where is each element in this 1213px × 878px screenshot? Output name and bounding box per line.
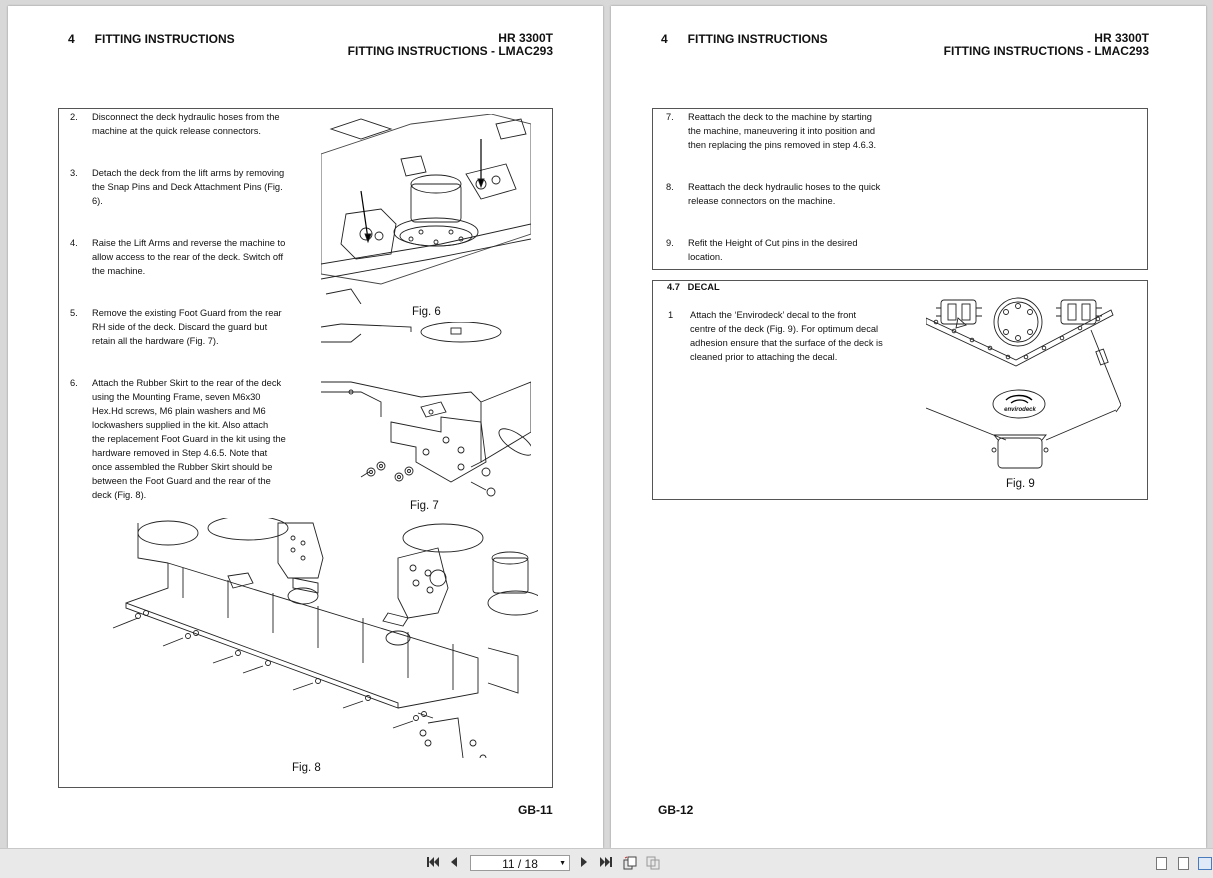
step-line: then replacing the pins removed in step 4.6.3. <box>688 140 877 150</box>
step-line: Refit the Height of Cut pins in the desired <box>688 238 858 248</box>
step-line: Attach the Rubber Skirt to the rear of the deck <box>92 378 282 388</box>
next-page-icon[interactable] <box>580 856 588 871</box>
page-indicator-text: 11 / 18 <box>502 857 538 871</box>
fig9-drawing <box>926 290 1121 480</box>
fig6-drawing <box>321 114 531 304</box>
step-line: Detach the deck from the lift arms by removing <box>92 168 285 178</box>
model-name: HR 3300T <box>1094 31 1149 45</box>
step-line: Reattach the deck hydraulic hoses to the quick <box>688 182 881 192</box>
fig9-caption: Fig. 9 <box>1006 478 1035 490</box>
page-number: GB-12 <box>658 803 694 817</box>
step-line: centre of the deck (Fig. 9). For optimum decal <box>690 324 879 334</box>
fit-page-icon[interactable] <box>646 856 660 873</box>
fig7-caption: Fig. 7 <box>410 500 439 512</box>
page-indicator[interactable] <box>470 855 570 871</box>
fig8-drawing <box>98 518 538 758</box>
step-line: the replacement Foot Guard in the kit using the <box>92 434 286 444</box>
step-line: cleaned prior to attaching the decal. <box>690 352 838 362</box>
chevron-down-icon: ▼ <box>559 860 566 867</box>
step-line: lockwashers supplied in the kit. Also attach <box>92 420 269 430</box>
last-page-icon[interactable] <box>600 856 612 871</box>
step-line: Attach the ‘Envirodeck’ decal to the front <box>690 310 857 320</box>
document-title: FITTING INSTRUCTIONS - LMAC293 <box>943 44 1149 58</box>
step-line: between the Foot Guard and the rear of the <box>92 476 271 486</box>
document-page-left: 4 FITTING INSTRUCTIONS HR 3300T FITTING INSTRUCTIONS - LMAC293 2. Disconnect the deck hydraulic hoses from the machine at the quick release connectors. 3. Detach the deck from the lift arms by removing the Snap Pins and Deck Attachment Pins (Fig. 6). 4. Raise the Lift Arms and reverse the machine to allow access to the rear of the deck. Switch off the machine. 5. Remove the existing Foot Guard from the rear RH side of the deck. Discard the guard but retain all the hardware (Fig. 7). 6. Attach the Rubber Skirt to the rear of the deck using the Mounting Frame, seven M6x30 Hex.Hd screws, M6 plain washers and M6 lockwashers supplied in the kit. Also attach the replacement Foot Guard in the kit using the hardware removed in Step 4.6.5. Note that once assembled the Rubber Skirt should be between the Foot Guard and the rear of the deck (Fig. 8). Fig. 6 Fig. 7 Fig. 8 GB-11 <box>8 6 603 848</box>
step-line: retain all the hardware (Fig. 7). <box>92 336 219 346</box>
step-line: the Snap Pins and Deck Attachment Pins (Fig. <box>92 182 283 192</box>
fig7-drawing <box>321 322 531 502</box>
step-line: 6). <box>92 196 103 206</box>
fig6-caption: Fig. 6 <box>412 306 441 318</box>
previous-page-icon[interactable] <box>450 856 458 871</box>
decal-heading: 4.7 DECAL <box>667 282 720 292</box>
step-line: adhesion ensure that the surface of the deck is <box>690 338 883 348</box>
fig8-caption: Fig. 8 <box>292 762 321 774</box>
section-heading: 4 FITTING INSTRUCTIONS <box>661 32 828 46</box>
rotate-icon[interactable] <box>623 856 637 873</box>
document-page-right: 4 FITTING INSTRUCTIONS HR 3300T FITTING INSTRUCTIONS - LMAC293 7. Reattach the deck to the machine by starting the machine, maneuvering it into position and then replacing the pins removed in step 4.6.3. 8. Reattach the deck hydraulic hoses to the quick release connectors on the machine. 9. Refit the Height of Cut pins in the desired location. 4.7 DECAL 1 Attach the ‘Envirodeck’ decal to the front centre of the deck (Fig. 9). For optimum decal adhesion ensure that the surface of the deck is cleaned prior to attaching the decal. envirodeck Fig. 9 GB-12 <box>611 6 1206 848</box>
step-line: Reattach the deck to the machine by starting <box>688 112 872 122</box>
first-page-icon[interactable] <box>427 856 439 871</box>
step-line: RH side of the deck. Discard the guard but <box>92 322 268 332</box>
step-line: Raise the Lift Arms and reverse the machine to <box>92 238 286 248</box>
step-line: once assembled the Rubber Skirt should be <box>92 462 273 472</box>
viewer-toolbar <box>0 848 1213 878</box>
single-page-view-icon[interactable] <box>1156 857 1167 870</box>
step-line: using the Mounting Frame, seven M6x30 <box>92 392 261 402</box>
step-line: Disconnect the deck hydraulic hoses from the <box>92 112 280 122</box>
step-line: the machine. <box>92 266 146 276</box>
step-line: allow access to the rear of the deck. Switch off <box>92 252 284 262</box>
step-line: the machine, maneuvering it into position and <box>688 126 876 136</box>
page-number: GB-11 <box>518 803 553 817</box>
step-line: Remove the existing Foot Guard from the rear <box>92 308 282 318</box>
header-right <box>944 32 1149 58</box>
step-line: deck (Fig. 8). <box>92 490 147 500</box>
step-line: hardware removed in Step 4.6.5. Note that <box>92 448 268 458</box>
document-title: FITTING INSTRUCTIONS - LMAC293 <box>347 44 553 58</box>
step-line: release connectors on the machine. <box>688 196 836 206</box>
step-line: Hex.Hd screws, M6 plain washers and M6 <box>92 406 266 416</box>
section-heading: 4 FITTING INSTRUCTIONS <box>68 32 235 46</box>
model-name: HR 3300T <box>498 31 553 45</box>
step-line: location. <box>688 252 723 262</box>
envirodeck-logo-text: envirodeck <box>1004 407 1036 413</box>
two-page-view-icon[interactable] <box>1198 857 1212 870</box>
header-right <box>348 32 553 58</box>
continuous-view-icon[interactable] <box>1178 857 1189 870</box>
step-line: machine at the quick release connectors. <box>92 126 261 136</box>
